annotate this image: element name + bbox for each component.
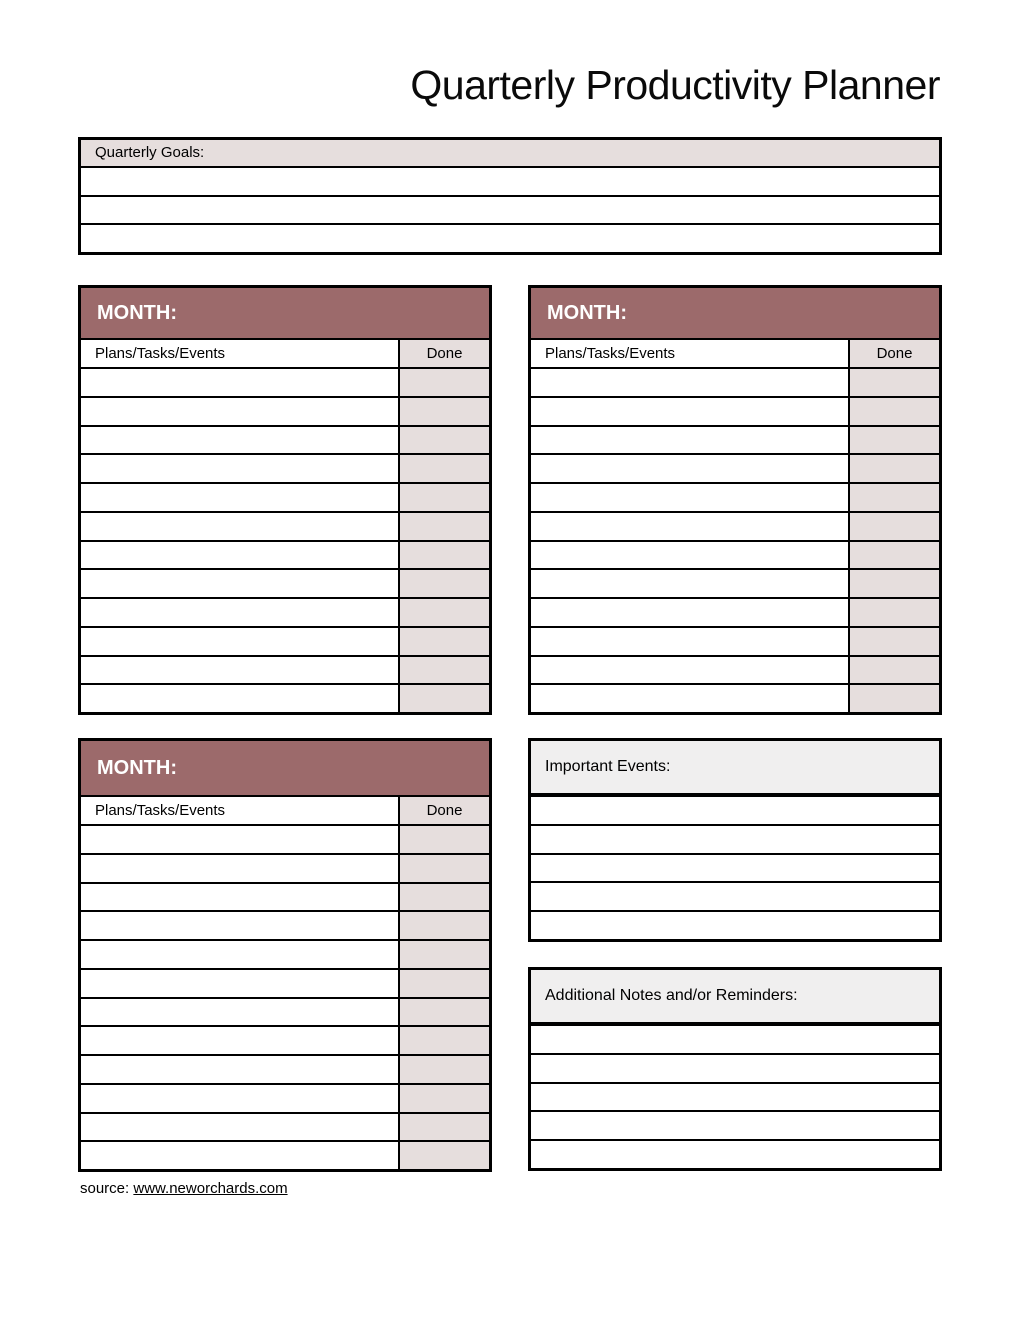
month-blank-row: [81, 482, 489, 511]
done-cell: [400, 1142, 489, 1169]
plans-cell: [81, 941, 400, 968]
month-blank-row: [81, 939, 489, 968]
done-cell: [400, 826, 489, 853]
done-cell: [400, 884, 489, 911]
done-cell: [850, 542, 939, 569]
done-cell: [850, 513, 939, 540]
plans-cell: [531, 657, 850, 684]
month-blank-row: [531, 568, 939, 597]
month-blank-row: [531, 597, 939, 626]
source-link[interactable]: www.neworchards.com: [133, 1180, 288, 1197]
plans-tasks-events-column-header: Plans/Tasks/Events: [81, 340, 400, 367]
done-cell: [400, 427, 489, 454]
month-blank-row: [81, 1054, 489, 1083]
additional-notes-header: Additional Notes and/or Reminders:: [531, 970, 939, 1024]
done-cell: [850, 685, 939, 712]
month-blank-row: [81, 882, 489, 911]
plans-cell: [531, 628, 850, 655]
done-cell: [400, 1027, 489, 1054]
quarterly-goals-blank-row: [81, 223, 939, 252]
plans-cell: [531, 484, 850, 511]
month-blank-row: [531, 453, 939, 482]
page-title: Quarterly Productivity Planner: [410, 62, 940, 108]
month-blank-row: [531, 367, 939, 396]
plans-cell: [81, 657, 400, 684]
plans-cell: [81, 455, 400, 482]
month-header: MONTH:: [81, 288, 489, 340]
done-cell: [850, 484, 939, 511]
important-events-blank-row: [531, 853, 939, 882]
done-cell: [850, 570, 939, 597]
important-events-header: Important Events:: [531, 741, 939, 795]
done-cell: [850, 657, 939, 684]
month-table-2: [528, 285, 942, 715]
plans-cell: [81, 398, 400, 425]
plans-cell: [531, 398, 850, 425]
done-cell: [400, 542, 489, 569]
important-events-blank-row: [531, 910, 939, 939]
month-blank-row: [81, 655, 489, 684]
month-column-header-row: [81, 797, 489, 824]
done-cell: [400, 599, 489, 626]
important-events-blank-row: [531, 824, 939, 853]
plans-cell: [81, 599, 400, 626]
plans-cell: [531, 455, 850, 482]
done-cell: [400, 912, 489, 939]
done-cell: [850, 369, 939, 396]
month-blank-row: [531, 540, 939, 569]
plans-cell: [81, 1114, 400, 1141]
month-blank-row: [81, 425, 489, 454]
plans-cell: [531, 685, 850, 712]
month-blank-row: [81, 1025, 489, 1054]
important-events-blank-row: [531, 795, 939, 824]
additional-notes-blank-row: [531, 1110, 939, 1139]
additional-notes-blank-row: [531, 1082, 939, 1111]
done-cell: [850, 398, 939, 425]
plans-cell: [81, 855, 400, 882]
month-header: MONTH:: [81, 741, 489, 797]
quarterly-goals-blank-row: [81, 195, 939, 224]
done-column-header: Done: [850, 340, 939, 367]
done-cell: [400, 484, 489, 511]
plans-cell: [81, 685, 400, 712]
done-cell: [400, 1056, 489, 1083]
plans-cell: [81, 970, 400, 997]
month-blank-row: [531, 482, 939, 511]
source-line: [80, 1180, 288, 1197]
quarterly-goals-box: [78, 137, 942, 255]
plans-cell: [81, 1056, 400, 1083]
additional-notes-blank-row: [531, 1053, 939, 1082]
plans-cell: [81, 369, 400, 396]
plans-cell: [81, 999, 400, 1026]
done-cell: [400, 999, 489, 1026]
additional-notes-blank-row: [531, 1024, 939, 1053]
plans-tasks-events-column-header: Plans/Tasks/Events: [81, 797, 400, 824]
plans-cell: [81, 1142, 400, 1169]
month-blank-row: [81, 453, 489, 482]
month-table-3: [78, 738, 492, 1172]
plans-cell: [81, 427, 400, 454]
month-blank-row: [81, 396, 489, 425]
done-cell: [400, 1085, 489, 1112]
month-blank-row: [81, 1140, 489, 1169]
month-column-header-row: [531, 340, 939, 367]
plans-cell: [531, 427, 850, 454]
plans-cell: [81, 912, 400, 939]
plans-cell: [81, 1085, 400, 1112]
quarterly-goals-header: Quarterly Goals:: [81, 140, 939, 168]
month-blank-row: [81, 853, 489, 882]
month-blank-row: [531, 511, 939, 540]
month-blank-row: [81, 568, 489, 597]
month-header: MONTH:: [531, 288, 939, 340]
quarterly-goals-blank-row: [81, 168, 939, 195]
month-blank-row: [81, 597, 489, 626]
done-column-header: Done: [400, 797, 489, 824]
additional-notes-blank-row: [531, 1139, 939, 1168]
plans-cell: [81, 542, 400, 569]
plans-cell: [81, 826, 400, 853]
done-cell: [400, 398, 489, 425]
month-blank-row: [81, 511, 489, 540]
month-blank-row: [81, 824, 489, 853]
done-cell: [400, 369, 489, 396]
done-cell: [400, 628, 489, 655]
done-cell: [850, 628, 939, 655]
month-blank-row: [81, 910, 489, 939]
month-blank-row: [81, 1112, 489, 1141]
plans-cell: [81, 884, 400, 911]
additional-notes-box: [528, 967, 942, 1171]
plans-tasks-events-column-header: Plans/Tasks/Events: [531, 340, 850, 367]
done-cell: [400, 855, 489, 882]
done-cell: [400, 513, 489, 540]
plans-cell: [531, 513, 850, 540]
done-cell: [400, 941, 489, 968]
done-cell: [850, 455, 939, 482]
done-column-header: Done: [400, 340, 489, 367]
month-blank-row: [531, 626, 939, 655]
month-blank-row: [81, 1083, 489, 1112]
plans-cell: [531, 369, 850, 396]
done-cell: [400, 685, 489, 712]
source-label: source:: [80, 1180, 130, 1197]
month-blank-row: [531, 425, 939, 454]
plans-cell: [531, 570, 850, 597]
done-cell: [400, 657, 489, 684]
done-cell: [400, 970, 489, 997]
month-blank-row: [531, 683, 939, 712]
month-blank-row: [81, 683, 489, 712]
month-blank-row: [81, 540, 489, 569]
month-blank-row: [531, 396, 939, 425]
plans-cell: [81, 628, 400, 655]
done-cell: [850, 427, 939, 454]
important-events-blank-row: [531, 881, 939, 910]
done-cell: [850, 599, 939, 626]
month-blank-row: [81, 367, 489, 396]
done-cell: [400, 1114, 489, 1141]
month-blank-row: [81, 997, 489, 1026]
done-cell: [400, 570, 489, 597]
plans-cell: [81, 513, 400, 540]
plans-cell: [531, 599, 850, 626]
plans-cell: [81, 484, 400, 511]
month-blank-row: [81, 968, 489, 997]
month-column-header-row: [81, 340, 489, 367]
plans-cell: [531, 542, 850, 569]
month-blank-row: [531, 655, 939, 684]
month-table-1: [78, 285, 492, 715]
month-blank-row: [81, 626, 489, 655]
important-events-box: [528, 738, 942, 942]
plans-cell: [81, 570, 400, 597]
plans-cell: [81, 1027, 400, 1054]
done-cell: [400, 455, 489, 482]
